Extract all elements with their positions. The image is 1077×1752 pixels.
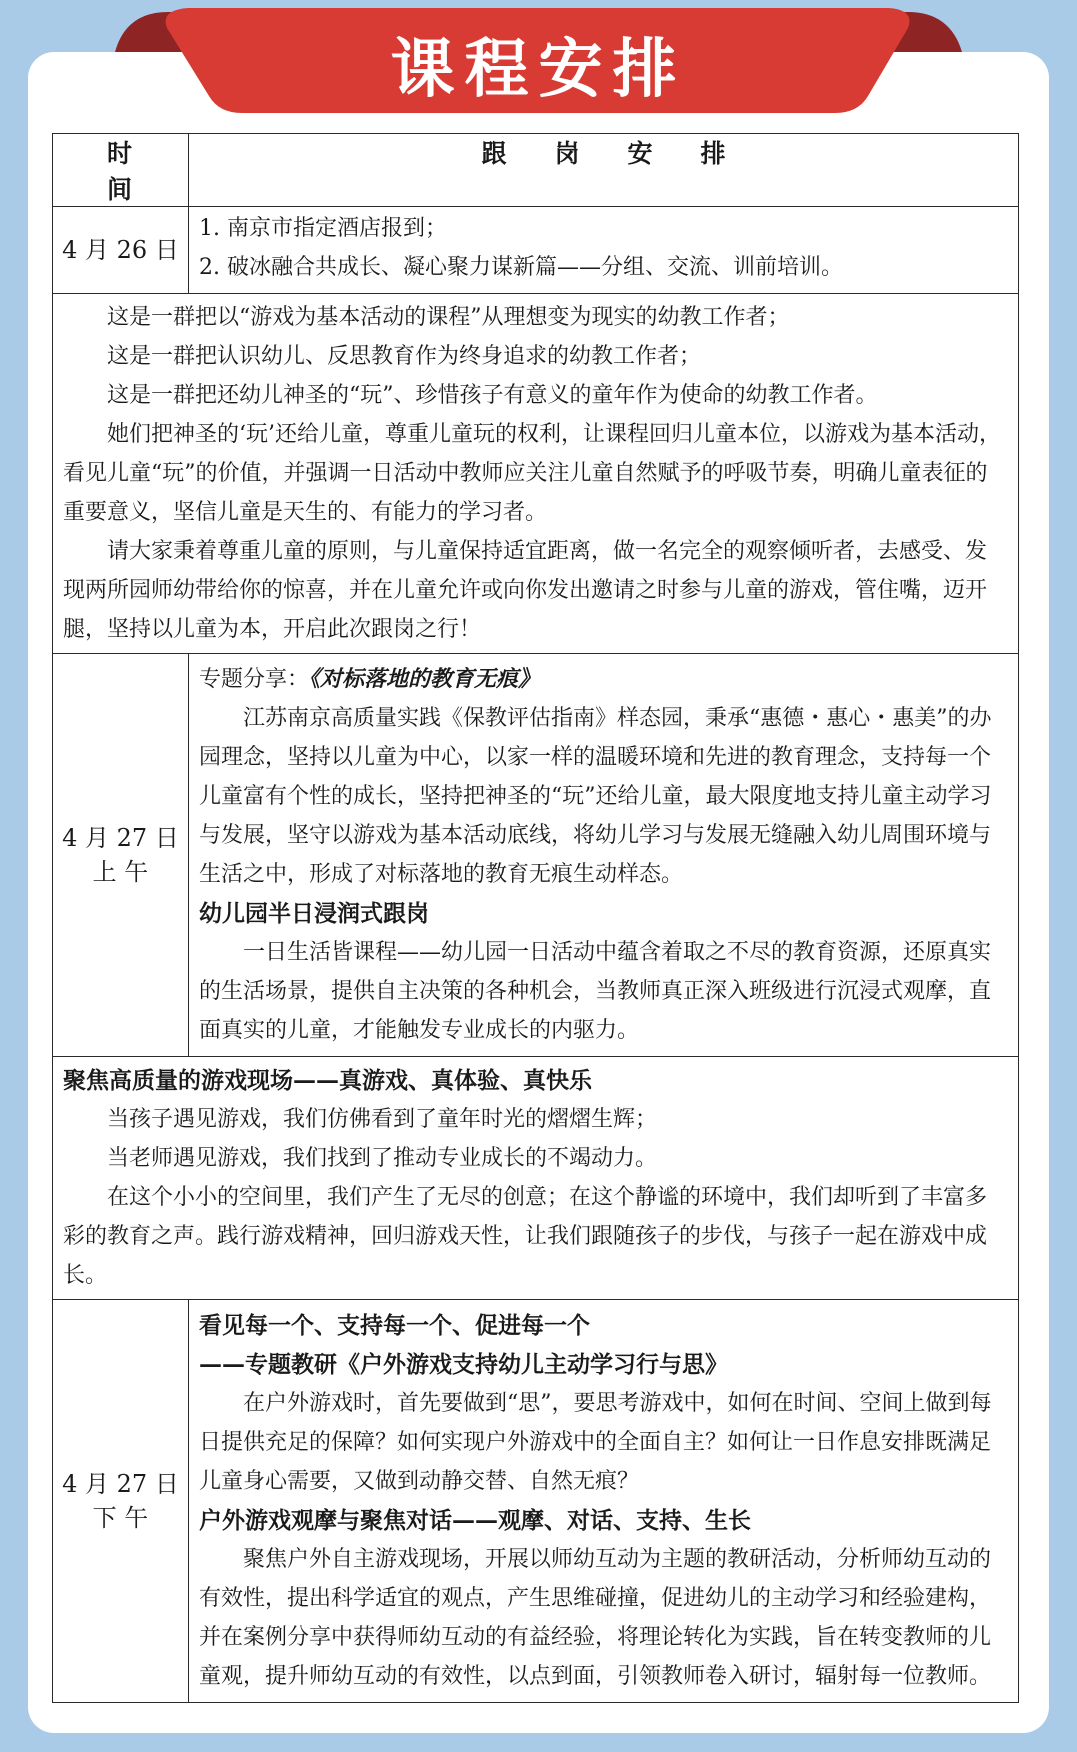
table-row: [53, 207, 1019, 294]
date-cell: [53, 1300, 189, 1703]
topic-heading: [199, 660, 1008, 699]
row3-content: [189, 1300, 1019, 1703]
header-arrangement: 跟岗安排: [189, 134, 1019, 207]
time-of-day: 上 午: [92, 858, 149, 886]
page-title: 课程安排: [390, 32, 687, 107]
date-line: 4 月 27 日: [62, 824, 179, 852]
date-cell: 4 月 26 日: [53, 207, 189, 294]
list-item: 1. 南京市指定酒店报到；: [199, 216, 447, 241]
section-title: 户外游戏观摩与聚焦对话——观摩、对话、支持、生长: [199, 1507, 751, 1534]
date-cell: [53, 654, 189, 1057]
table-row: [53, 1057, 1019, 1300]
topic-title: 《对标落地的教育无痕》: [309, 666, 541, 692]
intro-paragraph: 这是一群把以“游戏为基本活动的课程”从理想变为现实的幼教工作者；: [107, 305, 790, 330]
section-title: 看见每一个、支持每一个、促进每一个: [199, 1312, 590, 1339]
date-line: 4 月 27 日: [62, 1470, 179, 1498]
time-of-day: 下 午: [92, 1504, 149, 1532]
intro-paragraph: 她们把神圣的‘玩’还给儿童，尊重儿童玩的权利，让课程回归儿童本位，以游戏为基本活动，看见儿童“玩”的价值，并强调一日活动中教师应关注儿童自然赋予的呼吸节奏，明确儿童表征的重要意义，坚信儿童是天生的、有能力的学习者。: [63, 422, 1001, 525]
schedule-table: [52, 133, 1019, 1703]
table-row: [53, 1300, 1019, 1703]
table-header-row: [53, 134, 1019, 207]
row1-content: [189, 207, 1019, 294]
list-item: 2. 破冰融合共成长、凝心聚力谋新篇——分组、交流、训前培训。: [199, 255, 843, 280]
table-row: [53, 294, 1019, 654]
focus-line: 在这个小小的空间里，我们产生了无尽的创意；在这个静谧的环境中，我们却听到了丰富多彩的教育之声。践行游戏精神，回归游戏天性，让我们跟随孩子的步伐，与孩子一起在游戏中成长。: [63, 1185, 988, 1288]
section-subtitle: ——专题教研《户外游戏支持幼儿主动学习行与思》: [199, 1351, 728, 1378]
title-banner: [0, 0, 1077, 120]
intro-paragraph: 请大家秉着尊重儿童的原则，与儿童保持适宜距离，做一名完全的观察倾听者，去感受、发现两所园师幼带给你的惊喜，并在儿童允许或向你发出邀请之时参与儿童的游戏，管住嘴，迈开腿，坚持以儿童为本，开启此次跟岗之行！: [63, 539, 988, 642]
focus-line: 当老师遇见游戏，我们找到了推动专业成长的不竭动力。: [107, 1146, 658, 1171]
section-body: 聚焦户外自主游戏现场，开展以师幼互动为主题的教研活动，分析师幼互动的有效性，提出科学适宜的观点，产生思维碰撞，促进幼儿的主动学习和经验建构，并在案例分享中获得师幼互动的有益经验，将理论转化为实践，旨在转变教师的儿童观，提升师幼互动的有效性，以点到面，引领教师卷入研讨，辐射每一位教师。: [199, 1547, 992, 1689]
intro-text-cell: [53, 294, 1019, 654]
intro-paragraph: 这是一群把还幼儿神圣的“玩”、珍惜孩子有意义的童年作为使命的幼教工作者。: [107, 383, 878, 408]
focus-line: 当孩子遇见游戏，我们仿佛看到了童年时光的熠熠生辉；: [107, 1107, 658, 1132]
intro-paragraph: 这是一群把认识幼儿、反思教育作为终身追求的幼教工作者；: [107, 344, 702, 369]
table-row: [53, 654, 1019, 1057]
focus-title: 聚焦高质量的游戏现场——真游戏、真体验、真快乐: [63, 1067, 592, 1094]
row2-content: [189, 654, 1019, 1057]
topic-prefix: 专题分享：: [199, 667, 310, 692]
header-time: 时间: [53, 134, 189, 207]
section-body: 一日生活皆课程——幼儿园一日活动中蕴含着取之不尽的教育资源，还原真实的生活场景，提供自主决策的各种机会，当教师真正深入班级进行沉浸式观摩，直面真实的儿童，才能触发专业成长的内驱力。: [199, 940, 992, 1043]
focus-cell: [53, 1057, 1019, 1300]
section-title: 幼儿园半日浸润式跟岗: [199, 900, 429, 927]
section-body: 在户外游戏时，首先要做到“思”，要思考游戏中，如何在时间、空间上做到每日提供充足的保障？如何实现户外游戏中的全面自主？如何让一日作息安排既满足儿童身心需要，又做到动静交替、自然无痕？: [199, 1391, 992, 1494]
topic-body: 江苏南京高质量实践《保教评估指南》样态园，秉承“惠德・惠心・惠美”的办园理念，坚持以儿童为中心，以家一样的温暖环境和先进的教育理念，支持每一个儿童富有个性的成长，坚持把神圣的“玩”还给儿童，最大限度地支持儿童主动学习与发展，坚守以游戏为基本活动底线，将幼儿学习与发展无缝融入幼儿周围环境与生活之中，形成了对标落地的教育无痕生动样态。: [199, 706, 992, 887]
